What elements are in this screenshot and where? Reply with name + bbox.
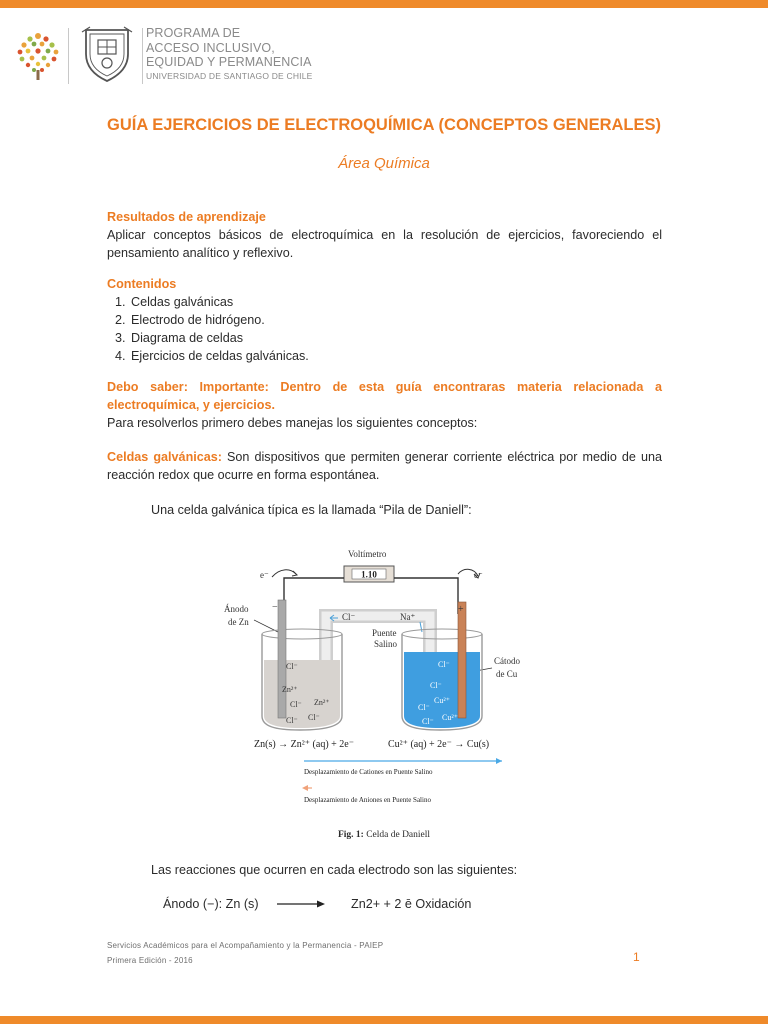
caption-label: Fig. 1: bbox=[337, 830, 364, 840]
document-title: GUÍA EJERCICIOS DE ELECTROQUÍMICA (CONCEPTOS GENERALES) bbox=[106, 116, 662, 134]
left-ion: Cl⁻ bbox=[286, 716, 298, 725]
electron-right-label: e⁻ bbox=[474, 570, 483, 580]
right-ion: Cl⁻ bbox=[422, 717, 434, 726]
contenidos-heading: Contenidos bbox=[107, 277, 177, 291]
header-divider bbox=[68, 28, 69, 84]
footer-line-1: Servicios Académicos para el Acompañamiento y la Permanencia - PAIEP bbox=[107, 941, 384, 950]
list-item: 4. Ejercicios de celdas galvánicas. bbox=[129, 347, 662, 365]
right-ion: Cu²⁺ bbox=[434, 696, 450, 705]
anode-solution bbox=[264, 660, 340, 728]
copper-electrode bbox=[458, 602, 466, 718]
voltmeter-label: Voltímetro bbox=[348, 549, 387, 559]
cathode-plus-sign: + bbox=[458, 604, 464, 615]
zinc-electrode bbox=[278, 600, 286, 718]
bridge-na-label: Na⁺ bbox=[400, 612, 416, 622]
electron-left-label: e⁻ bbox=[260, 570, 269, 580]
university-name: UNIVERSIDAD DE SANTIAGO DE CHILE bbox=[146, 70, 313, 81]
anode-minus-sign: − bbox=[272, 602, 278, 613]
left-ion: Cl⁻ bbox=[286, 662, 298, 671]
resultados-heading: Resultados de aprendizaje bbox=[107, 210, 266, 224]
list-item: 2. Electrodo de hidrógeno. bbox=[129, 311, 662, 329]
resultados-text: Aplicar conceptos básicos de electroquímica en la resolución de ejercicios, favoreciendo el pensamiento analítico y reflexivo. bbox=[107, 228, 662, 260]
bridge-cl-label: Cl⁻ bbox=[342, 612, 356, 622]
right-ion: Cl⁻ bbox=[418, 703, 430, 712]
reaction-arrow-icon bbox=[277, 899, 325, 909]
program-brand bbox=[146, 26, 346, 82]
figure-caption bbox=[0, 830, 768, 840]
cathode-reaction: Cu²⁺ (aq) + 2e⁻ → Cu(s) bbox=[388, 739, 490, 750]
left-ion: Cl⁻ bbox=[290, 700, 302, 709]
caption-text: Celda de Daniell bbox=[363, 830, 431, 840]
anodo-equation bbox=[163, 895, 663, 913]
right-ion: Cl⁻ bbox=[430, 681, 442, 690]
bridge-label-1: Puente bbox=[372, 628, 397, 638]
brand-line-2: ACCESO INCLUSIVO, bbox=[146, 40, 275, 55]
celdas-intro: Una celda galvánica típica es la llamada “Pila de Daniell”: bbox=[151, 503, 472, 517]
cation-flow-label: Desplazamiento de Cationes en Puente Salino bbox=[304, 768, 433, 776]
document-subtitle: Área Química bbox=[338, 155, 430, 172]
celdas-section bbox=[107, 448, 662, 484]
footer-line-2: Primera Edición - 2016 bbox=[107, 956, 193, 965]
list-item: 1. Celdas galvánicas bbox=[129, 293, 662, 311]
celdas-text: Son dispositivos que permiten generar corriente eléctrica por medio de una reacción redox que ocurre en forma espontánea. bbox=[107, 450, 662, 482]
debo-saber-section bbox=[107, 378, 662, 432]
debo-saber-text: Para resolverlos primero debes manejas los siguientes conceptos: bbox=[107, 416, 478, 430]
left-ion: Zn²⁺ bbox=[314, 698, 330, 707]
anode-reaction: Zn(s) → Zn²⁺ (aq) + 2e⁻ bbox=[254, 739, 354, 750]
anode-label-1: Ánodo bbox=[224, 604, 249, 614]
page-number: 1 bbox=[633, 950, 640, 964]
voltmeter-reading: 1.10 bbox=[361, 569, 377, 580]
left-ion: Cl⁻ bbox=[308, 713, 320, 722]
right-ion: Cl⁻ bbox=[438, 660, 450, 669]
brand-line-3: EQUIDAD Y PERMANENCIA bbox=[146, 55, 312, 69]
anion-flow-label: Desplazamiento de Aniones en Puente Salino bbox=[304, 796, 431, 804]
list-item: 3. Diagrama de celdas bbox=[129, 329, 662, 347]
tree-logo-icon bbox=[14, 30, 62, 82]
right-ion: Cu²⁺ bbox=[442, 713, 458, 722]
bridge-label-2: Salino bbox=[374, 639, 398, 649]
debo-saber-heading: Debo saber: Importante: Dentro de esta guía encontraras materia relacionada a electroquímica, y ejercicios. bbox=[107, 380, 662, 412]
anode-label-2: de Zn bbox=[228, 617, 249, 627]
university-crest-icon bbox=[78, 24, 136, 84]
bottom-accent-bar bbox=[0, 1016, 768, 1024]
brand-line-1: PROGRAMA DE bbox=[146, 26, 241, 40]
cathode-label-1: Cátodo bbox=[494, 656, 520, 666]
header-divider-2 bbox=[142, 28, 143, 84]
anodo-equation-left: Ánodo (−): Zn (s) bbox=[163, 897, 259, 911]
resultados-section bbox=[107, 208, 662, 262]
top-accent-bar bbox=[0, 0, 768, 8]
footer bbox=[107, 938, 383, 968]
contenidos-list bbox=[107, 293, 662, 365]
daniell-cell-figure bbox=[222, 540, 542, 810]
right-wire bbox=[394, 578, 458, 614]
contenidos-section bbox=[107, 275, 662, 365]
header bbox=[14, 24, 334, 88]
left-ion: Zn²⁺ bbox=[282, 685, 298, 694]
celdas-term: Celdas galvánicas: bbox=[107, 450, 222, 464]
anodo-equation-right: Zn2+ + 2 ē Oxidación bbox=[351, 897, 472, 911]
reacciones-intro: Las reacciones que ocurren en cada electrodo son las siguientes: bbox=[151, 863, 518, 877]
cathode-label-2: de Cu bbox=[496, 669, 518, 679]
